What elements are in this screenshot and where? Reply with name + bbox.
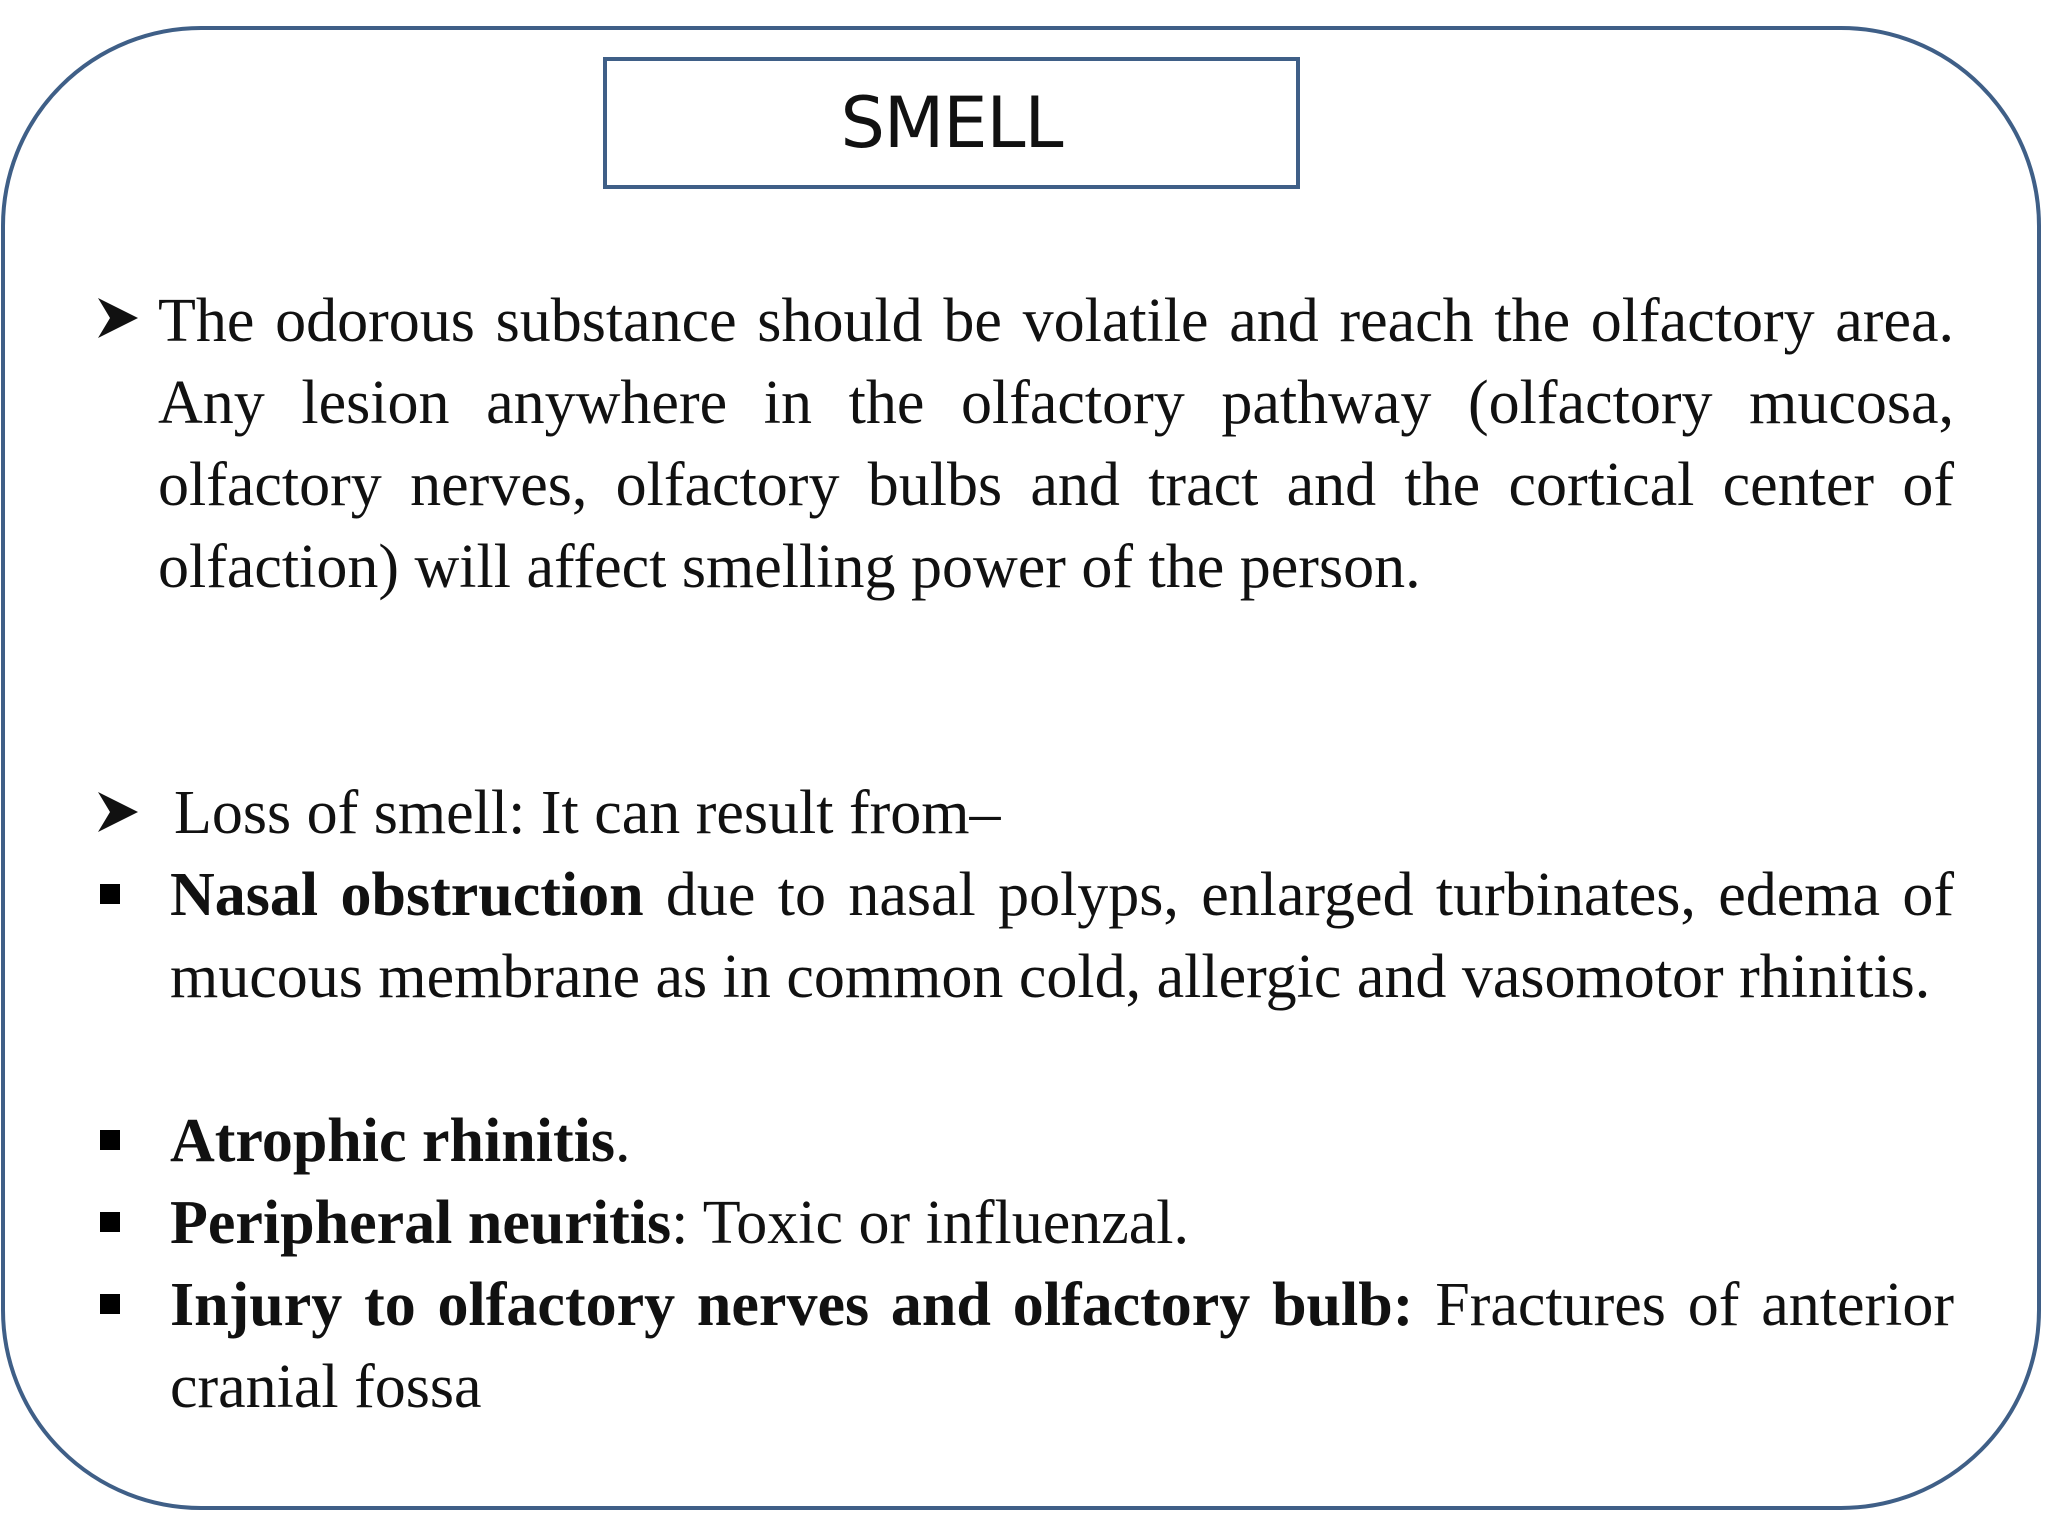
title-box	[603, 57, 1300, 189]
cause-term: Atrophic rhinitis	[170, 1107, 615, 1175]
square-bullet-icon	[100, 1130, 120, 1150]
cause-description: .	[614, 1107, 631, 1175]
slide-title: SMELL	[840, 82, 1063, 164]
paragraph-loss-of-smell: Loss of smell: It can result from–	[174, 779, 1001, 847]
cause-term: Injury to olfactory nerves and olfactory bulb:	[170, 1271, 1414, 1339]
cause-description: Fractures of anterior cranial fossa	[170, 1271, 1954, 1421]
arrow-bullet-icon	[96, 790, 140, 834]
arrow-bullet-icon	[96, 296, 140, 340]
cause-term: Peripheral neuritis	[170, 1189, 672, 1257]
cause-item	[170, 1182, 1954, 1264]
paragraph-volatile: The odorous substance should be volatile and reach the olfactory area. Any lesion anywhere in the olfactory pathway (olfactory mucosa, olfactory nerves, olfactory bulbs and tract and the cortical center of olfaction) will affect smelling power of the person.	[158, 287, 1954, 601]
cause-description: due to nasal polyps, enlarged turbinates, edema of mucous membrane as in common cold, allergic and vasomotor rhinitis.	[170, 861, 1954, 1011]
square-bullet-icon	[100, 1212, 120, 1232]
cause-term: Nasal obstruction	[170, 861, 644, 929]
cause-item	[170, 1264, 1954, 1428]
square-bullet-icon	[100, 884, 120, 904]
cause-item	[170, 854, 1954, 1018]
cause-description: : Toxic or influenzal.	[671, 1189, 1190, 1257]
cause-item	[170, 1100, 1954, 1182]
square-bullet-icon	[100, 1294, 120, 1314]
